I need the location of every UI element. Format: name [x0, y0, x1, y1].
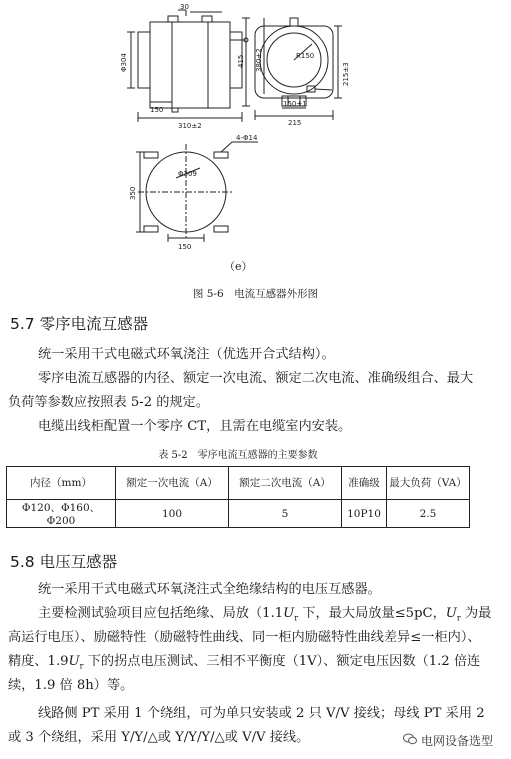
ct-outline-drawing — [0, 0, 511, 272]
table-cell: 5 — [229, 500, 342, 528]
dim-front-150: 150±1 — [283, 100, 307, 108]
table-cell: 10P10 — [342, 500, 387, 528]
dim-30: 30 — [180, 3, 189, 11]
dim-415: 415 — [237, 54, 245, 68]
side-body — [150, 22, 230, 108]
text-run: 精度、1.9 — [8, 654, 69, 669]
section-5-7-paragraph-3: 电缆出线柜配置一个零序 CT，且需在电缆室内安装。 — [38, 419, 352, 434]
table-header-cell: 内径（mm） — [7, 467, 116, 500]
section-5-8-paragraph-3-line-1: 线路侧 PT 采用 1 个绕组，可为单只安装或 2 只 V/V 接线；母线 PT 采用 2 — [38, 706, 485, 721]
text-run: 为最 — [460, 606, 492, 621]
text-run: 下的拐点电压测试、三相不平衡度（1V）、额定电压因数（1.2 倍连 — [83, 654, 481, 669]
section-5-7-paragraph-1: 统一采用干式电磁式环氧浇注（优选开合式结构）。 — [38, 347, 335, 362]
watermark-text: 电网设备选型 — [420, 734, 493, 748]
table-header-cell: 额定二次电流（A） — [229, 467, 342, 500]
watermark — [403, 732, 493, 749]
dim-350: 350 — [129, 186, 137, 200]
parameter-table — [6, 466, 470, 528]
table-header-cell: 额定一次电流（A） — [116, 467, 229, 500]
section-5-8-paragraph-3-line-2: 或 3 个绕组，采用 Y/Y/△或 Y/Y/Y/△或 V/V 接线。 — [8, 730, 310, 745]
table-row — [7, 500, 470, 528]
table-caption: 表 5-2 零序电流互感器的主要参数 — [158, 450, 318, 461]
section-5-8-paragraph-2-line-3 — [8, 652, 480, 677]
dim-215h: 215±3 — [342, 62, 350, 86]
figure-caption: 图 5-6 电流互感器外形图 — [192, 288, 319, 300]
text-run: 下，最大局放量≤5pC， — [298, 606, 446, 621]
table-header-row — [7, 467, 470, 500]
dim-309: Φ309 — [178, 170, 197, 178]
section-5-8-paragraph-2-line-1 — [38, 604, 491, 629]
section-5-8-paragraph-2-line-4: 续，1.9 倍 8h）等。 — [8, 678, 134, 693]
section-heading-5-8: 5.8 电压互感器 — [10, 553, 118, 571]
table-header-cell: 准确级 — [342, 467, 387, 500]
section-5-7-paragraph-2-line-1: 零序电流互感器的内径、额定一次电流、额定二次电流、准确级组合、最大 — [38, 371, 474, 386]
dim-4-14: 4-Φ14 — [236, 134, 258, 142]
section-5-8-paragraph-1: 统一采用干式电磁式环氧浇注式全绝缘结构的电压互感器。 — [38, 582, 381, 597]
dim-front-215: 215 — [288, 119, 302, 127]
section-5-7-paragraph-2-line-2: 负荷等参数应按照表 5-2 的规定。 — [8, 395, 210, 410]
dim-310: 310±2 — [178, 122, 202, 130]
table-cell: 100 — [116, 500, 229, 528]
table-cell: 2.5 — [387, 500, 470, 528]
dim-304: Φ304 — [120, 53, 128, 72]
side-view — [127, 10, 248, 122]
dim-side-150: 150 — [150, 106, 164, 114]
section-heading-5-7: 5.7 零序电流互感器 — [10, 315, 149, 333]
text-run: 主要检测试验项目应包括绝缘、局放（1.1 — [38, 606, 284, 621]
wechat-icon — [403, 733, 417, 748]
symbol-sub: r — [456, 613, 461, 623]
side-flange-left — [138, 32, 150, 88]
figure-sublabel: （e） — [224, 260, 253, 273]
dim-ring-150: 150 — [178, 243, 192, 251]
dim-r150: R150 — [296, 52, 315, 60]
symbol-sub: r — [294, 613, 299, 623]
symbol-u: U — [445, 606, 457, 621]
table-cell: Φ120、Φ160、Φ200 — [7, 500, 116, 528]
symbol-u: U — [283, 606, 295, 621]
symbol-u: U — [68, 654, 80, 669]
section-5-8-paragraph-2-line-2: 高运行电压）、励磁特性（励磁特性曲线、同一柜内励磁特性曲线差异≤一柜内）、 — [8, 630, 481, 645]
table-header-cell: 最大负荷（VA） — [387, 467, 470, 500]
ring-view — [136, 142, 258, 242]
symbol-sub: r — [79, 661, 84, 671]
dim-380: 380±2 — [255, 48, 263, 72]
